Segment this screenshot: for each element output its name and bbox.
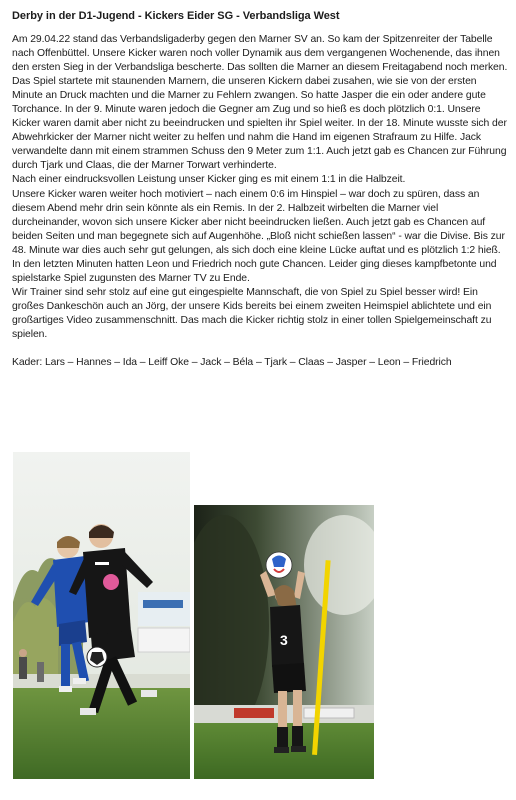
duel-photo-image [13, 452, 190, 779]
match-photo-duel [13, 452, 190, 779]
article [12, 9, 508, 370]
article-title: Derby in der D1-Jugend - Kickers Eider SG - Verbandsliga West [12, 10, 340, 22]
article-body [12, 33, 508, 342]
throw-in-photo-image [194, 505, 374, 779]
squad-list: Kader: Lars – Hannes – Ida – Leiff Oke – Jack – Béla – Tjark – Claas – Jasper – Leon – Friedrich [12, 357, 452, 369]
match-photo-throw-in [194, 505, 374, 779]
jersey-number: 3 [280, 632, 288, 648]
paragraph-3: Nach einer eindrucksvollen Leistung unser Kicker ging es mit einem 1:1 in die Halbzeit. [12, 174, 406, 186]
paragraph-4: Unsere Kicker waren weiter hoch motiviert – nach einem 0:6 im Hinspiel – war doch zu spüren, dass an diesem Abend mehr drin sein könnte als ein Remis. In der 2. Halbzeit wirbelten die Marner viel durcheinander, wovon sich unsere Kicker aber nicht beeindrucken ließen. Auch jetzt gab es Chancen auf beiden Seiten und man begegnete sich auf Augenhöhe. „Bloß nicht schießen lassen“ - war die Divise. Bis zur 48. Minute war dies auch sehr gut gelungen, als sich doch eine kleine Lücke auftat und es plötzlich 1:2 hieß. In den letzten Minuten hatten Leon und Friedrich noch gute Chancen. Leider ging dieses kampfbetonte und spielstarke Spiel zugunsten des Marner TV zu Ende. [12, 188, 505, 284]
paragraph-5: Wir Trainer sind sehr stolz auf eine gut eingespielte Mannschaft, die von Spiel zu Spiel besser wird! Ein großes Dankeschön auch an Jörg, der unsere Kids bereits bei einem zweiten Heimspiel ablichtete und ein großartiges Video zusammenschnitt. Das mach die Kicker richtig stolz in einer tollen Spielgemeinschaft zu spielen. [12, 286, 492, 340]
paragraph-2: Das Spiel startete mit staunenden Marnern, die unseren Kickern dabei zusahen, wie sie von der ersten Minute an Druck machten und die Marner zu Fehlern zwangen. So hatte Jasper die ein oder andere gute Torchance. In der 9. Minute waren jedoch die Gegner am Zug und so hieß es doch plötzlich 0:1. Unsere Kicker waren damit aber nicht zu beeindrucken und spielten ihr Spiel weiter. In der 18. Minute wusste sich der Abwehrkicker der Marner nicht weiter zu helfen und nahm die Hand im eigenen Strafraum zu Hilfe. Jack verwandelte dann mit einem strammen Schuss den 9 Meter zum 1:1. Auch jetzt gab es Chancen zur Führung durch Tjark und Claas, die der Marner Torwart verhinderte. [12, 76, 507, 172]
paragraph-1: Am 29.04.22 stand das Verbandsligaderby gegen den Marner SV an. So kam der Spitzenreiter der Tabelle nach Offenbüttel. Unsere Kicker waren noch voller Dynamik aus dem vergangenen Wochenende, das ihnen den ersten Sieg in der Verbandsliga bescherte. Das sollten die Marner an diesem Freitagabend noch merken. [12, 34, 508, 74]
